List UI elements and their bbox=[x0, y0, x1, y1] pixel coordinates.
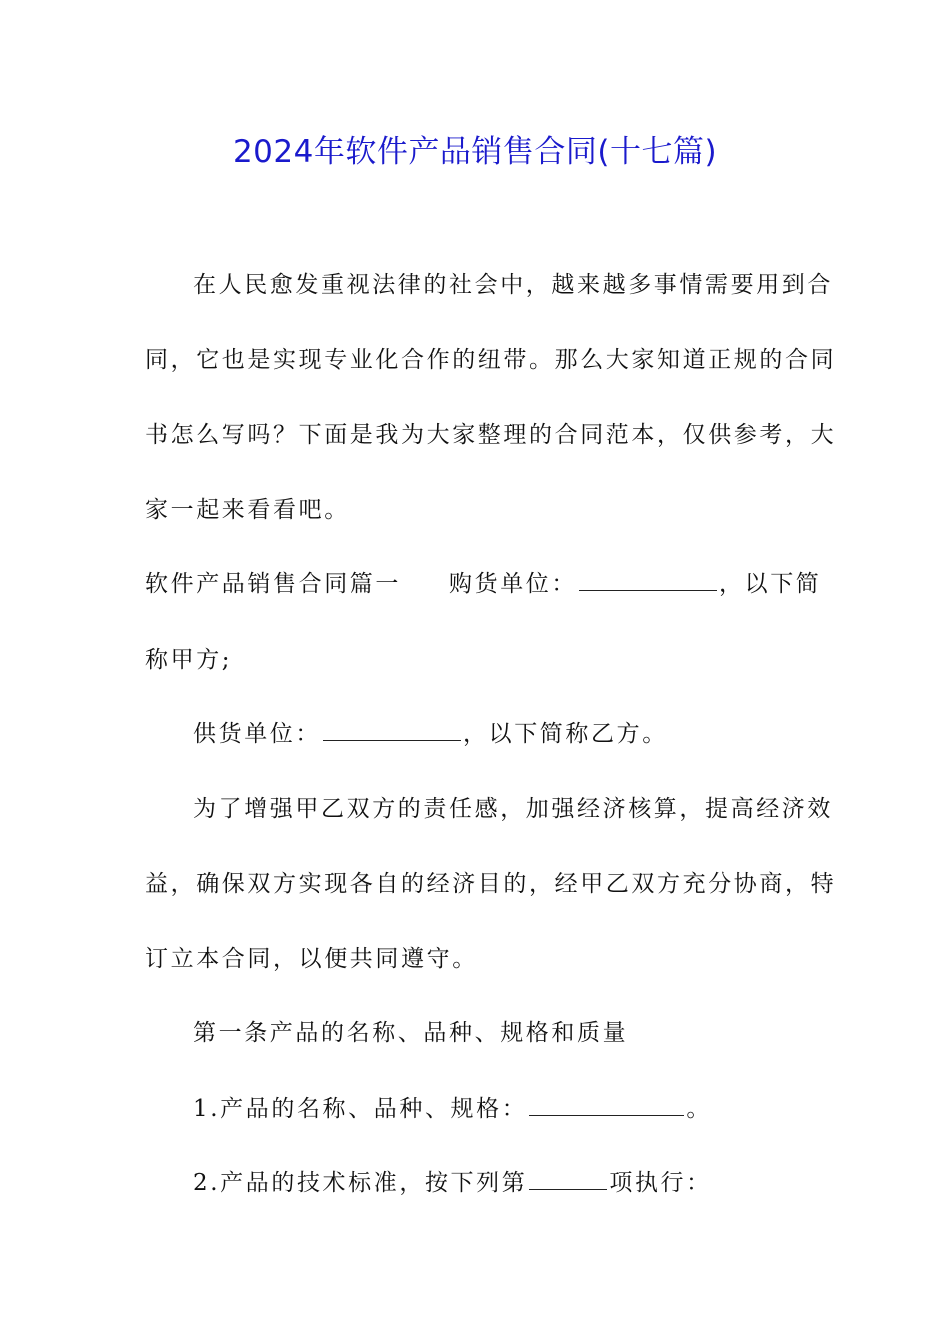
item-1-suffix: 。 bbox=[686, 1096, 712, 1122]
item-2-blank bbox=[529, 1167, 607, 1190]
section-heading: 软件产品销售合同篇一 bbox=[145, 571, 401, 597]
item-1-prefix: 1.产品的名称、品种、规格： bbox=[193, 1096, 528, 1122]
document-title: 2024年软件产品销售合同(十七篇) bbox=[232, 134, 718, 170]
buyer-suffix: ，以下简 bbox=[719, 571, 822, 597]
article-one-title: 第一条产品的名称、品种、规格和质量 bbox=[193, 1020, 629, 1046]
purpose-line-2: 益，确保双方实现各自的经济目的，经甲乙双方充分协商，特 bbox=[145, 871, 837, 897]
item-2-prefix: 2.产品的技术标准，按下列第 bbox=[193, 1170, 528, 1196]
seller-label: 供货单位： bbox=[193, 721, 321, 747]
seller-line bbox=[193, 717, 810, 751]
purpose-line-3: 订立本合同，以便共同遵守。 bbox=[145, 946, 478, 972]
intro-line-2: 同，它也是实现专业化合作的纽带。那么大家知道正规的合同 bbox=[145, 347, 837, 373]
seller-suffix: ，以下简称乙方。 bbox=[463, 721, 668, 747]
item-1-blank bbox=[529, 1093, 684, 1116]
purpose-line-1: 为了增强甲乙双方的责任感，加强经济核算，提高经济效 bbox=[193, 796, 833, 822]
intro-line-3: 书怎么写吗？下面是我为大家整理的合同范本，仅供参考，大 bbox=[145, 422, 837, 448]
seller-blank bbox=[323, 718, 461, 741]
buyer-line bbox=[145, 567, 822, 601]
intro-line-4: 家一起来看看吧。 bbox=[145, 497, 350, 523]
item-2-suffix: 项执行： bbox=[609, 1170, 712, 1196]
article-one-item-2 bbox=[193, 1166, 810, 1200]
intro-line-1: 在人民愈发重视法律的社会中，越来越多事情需要用到合 bbox=[193, 272, 833, 298]
buyer-blank bbox=[579, 568, 717, 591]
article-one-item-1 bbox=[193, 1092, 810, 1126]
buyer-line-cont: 称甲方; bbox=[145, 647, 233, 673]
buyer-label: 购货单位： bbox=[449, 571, 577, 597]
